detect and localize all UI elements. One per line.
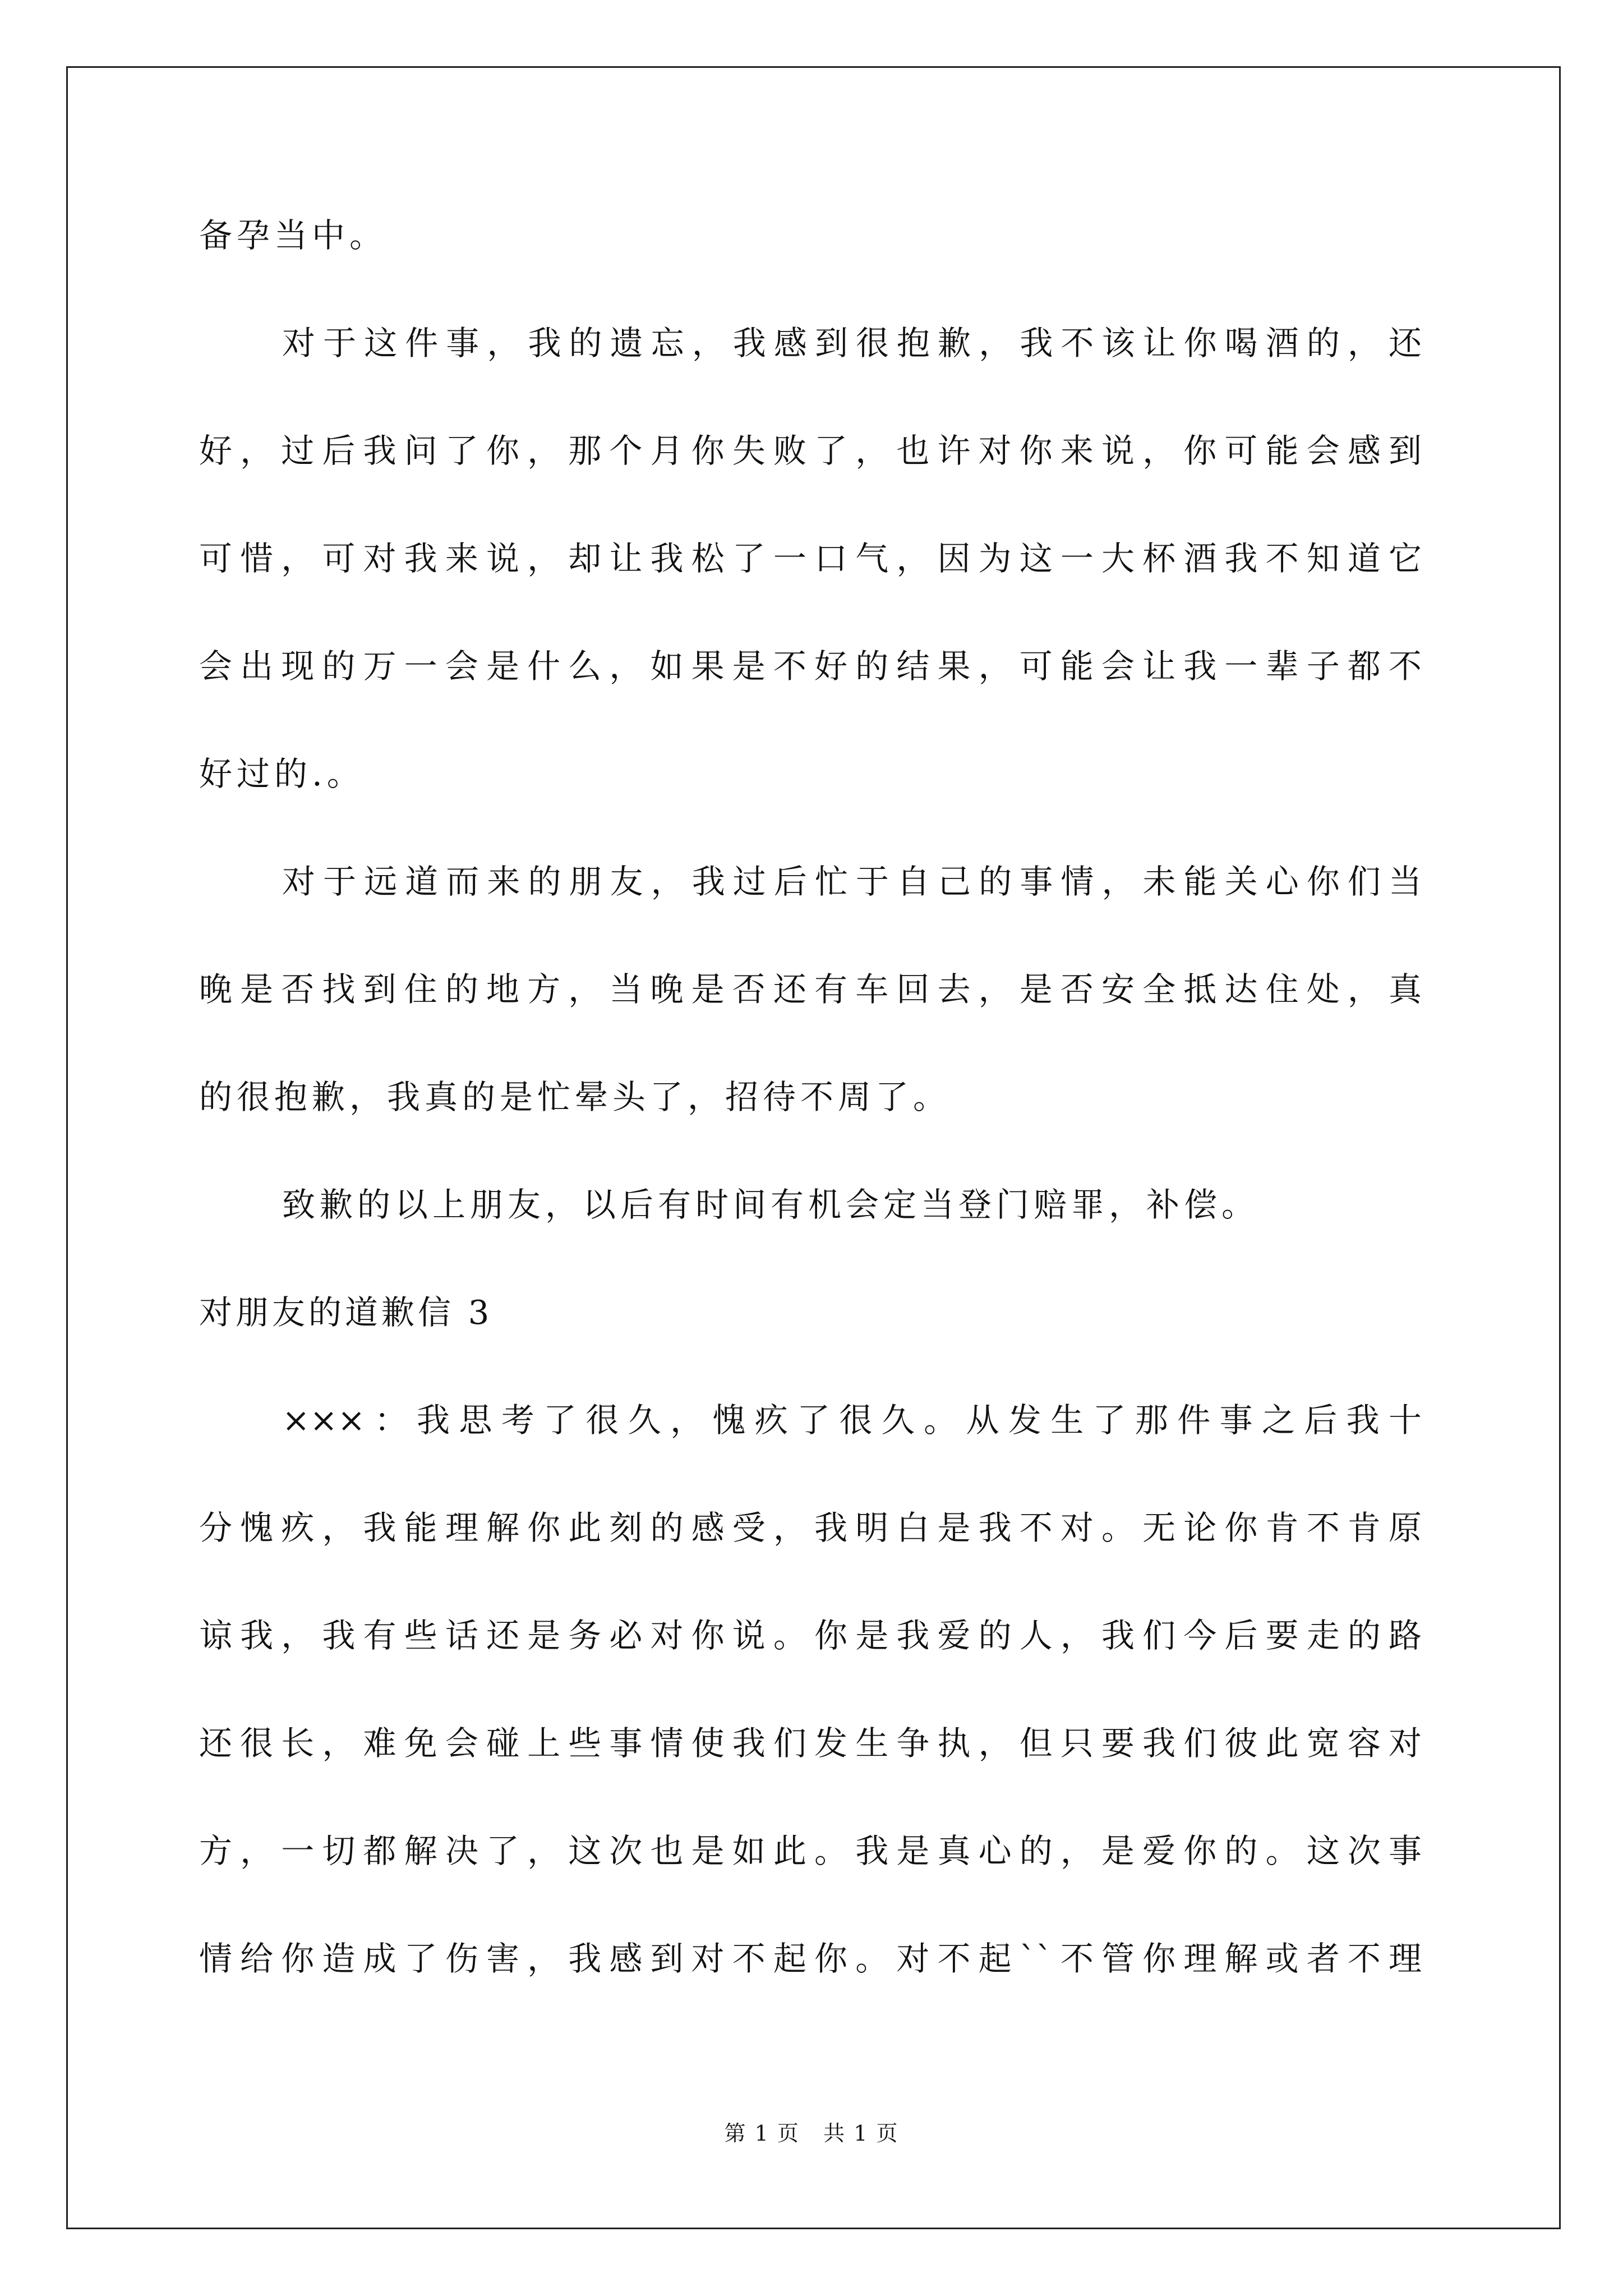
paragraph-line: 致歉的以上朋友，以后有时间有机会定当登门赔罪，补偿。 — [282, 1185, 1260, 1224]
document-body — [199, 216, 1422, 2047]
paragraph-line: 好，过后我问了你，那个月你失败了，也许对你来说，你可能会感到 — [199, 431, 1422, 470]
paragraph-line: 备孕当中。 — [199, 216, 388, 255]
paragraph-line: 方，一切都解决了，这次也是如此。我是真心的，是爱你的。这次事 — [199, 1832, 1422, 1870]
paragraph-line: 对于远道而来的朋友，我过后忙于自己的事情，未能关心你们当 — [282, 862, 1422, 901]
paragraph-line: 谅我，我有些话还是务必对你说。你是我爱的人，我们今后要走的路 — [199, 1616, 1422, 1655]
paragraph-line: 晚是否找到住的地方，当晚是否还有车回去，是否安全抵达住处，真 — [199, 970, 1422, 1009]
section-heading: 对朋友的道歉信 3 — [199, 1293, 493, 1332]
paragraph-line: 情给你造成了伤害，我感到对不起你。对不起``不管你理解或者不理 — [199, 1939, 1422, 1978]
paragraph-line: 还很长，难免会碰上些事情使我们发生争执，但只要我们彼此宽容对 — [199, 1724, 1422, 1763]
paragraph-line: 好过的.。 — [199, 754, 365, 793]
page-number: 第 1 页 — [724, 2121, 800, 2146]
page-total: 共 1 页 — [823, 2121, 899, 2146]
paragraph-line: 对于这件事，我的遗忘，我感到很抱歉，我不该让你喝酒的，还 — [282, 324, 1422, 362]
paragraph-line: 会出现的万一会是什么，如果是不好的结果，可能会让我一辈子都不 — [199, 647, 1422, 685]
paragraph-line: 分愧疚，我能理解你此刻的感受，我明白是我不对。无论你肯不肯原 — [199, 1508, 1422, 1547]
page-footer — [0, 2120, 1623, 2146]
paragraph-line: 的很抱歉，我真的是忙晕头了，招待不周了。 — [199, 1078, 951, 1116]
paragraph-line: ×××：我思考了很久，愧疚了很久。从发生了那件事之后我十 — [282, 1401, 1422, 1439]
paragraph-line: 可惜，可对我来说，却让我松了一口气，因为这一大杯酒我不知道它 — [199, 539, 1422, 578]
